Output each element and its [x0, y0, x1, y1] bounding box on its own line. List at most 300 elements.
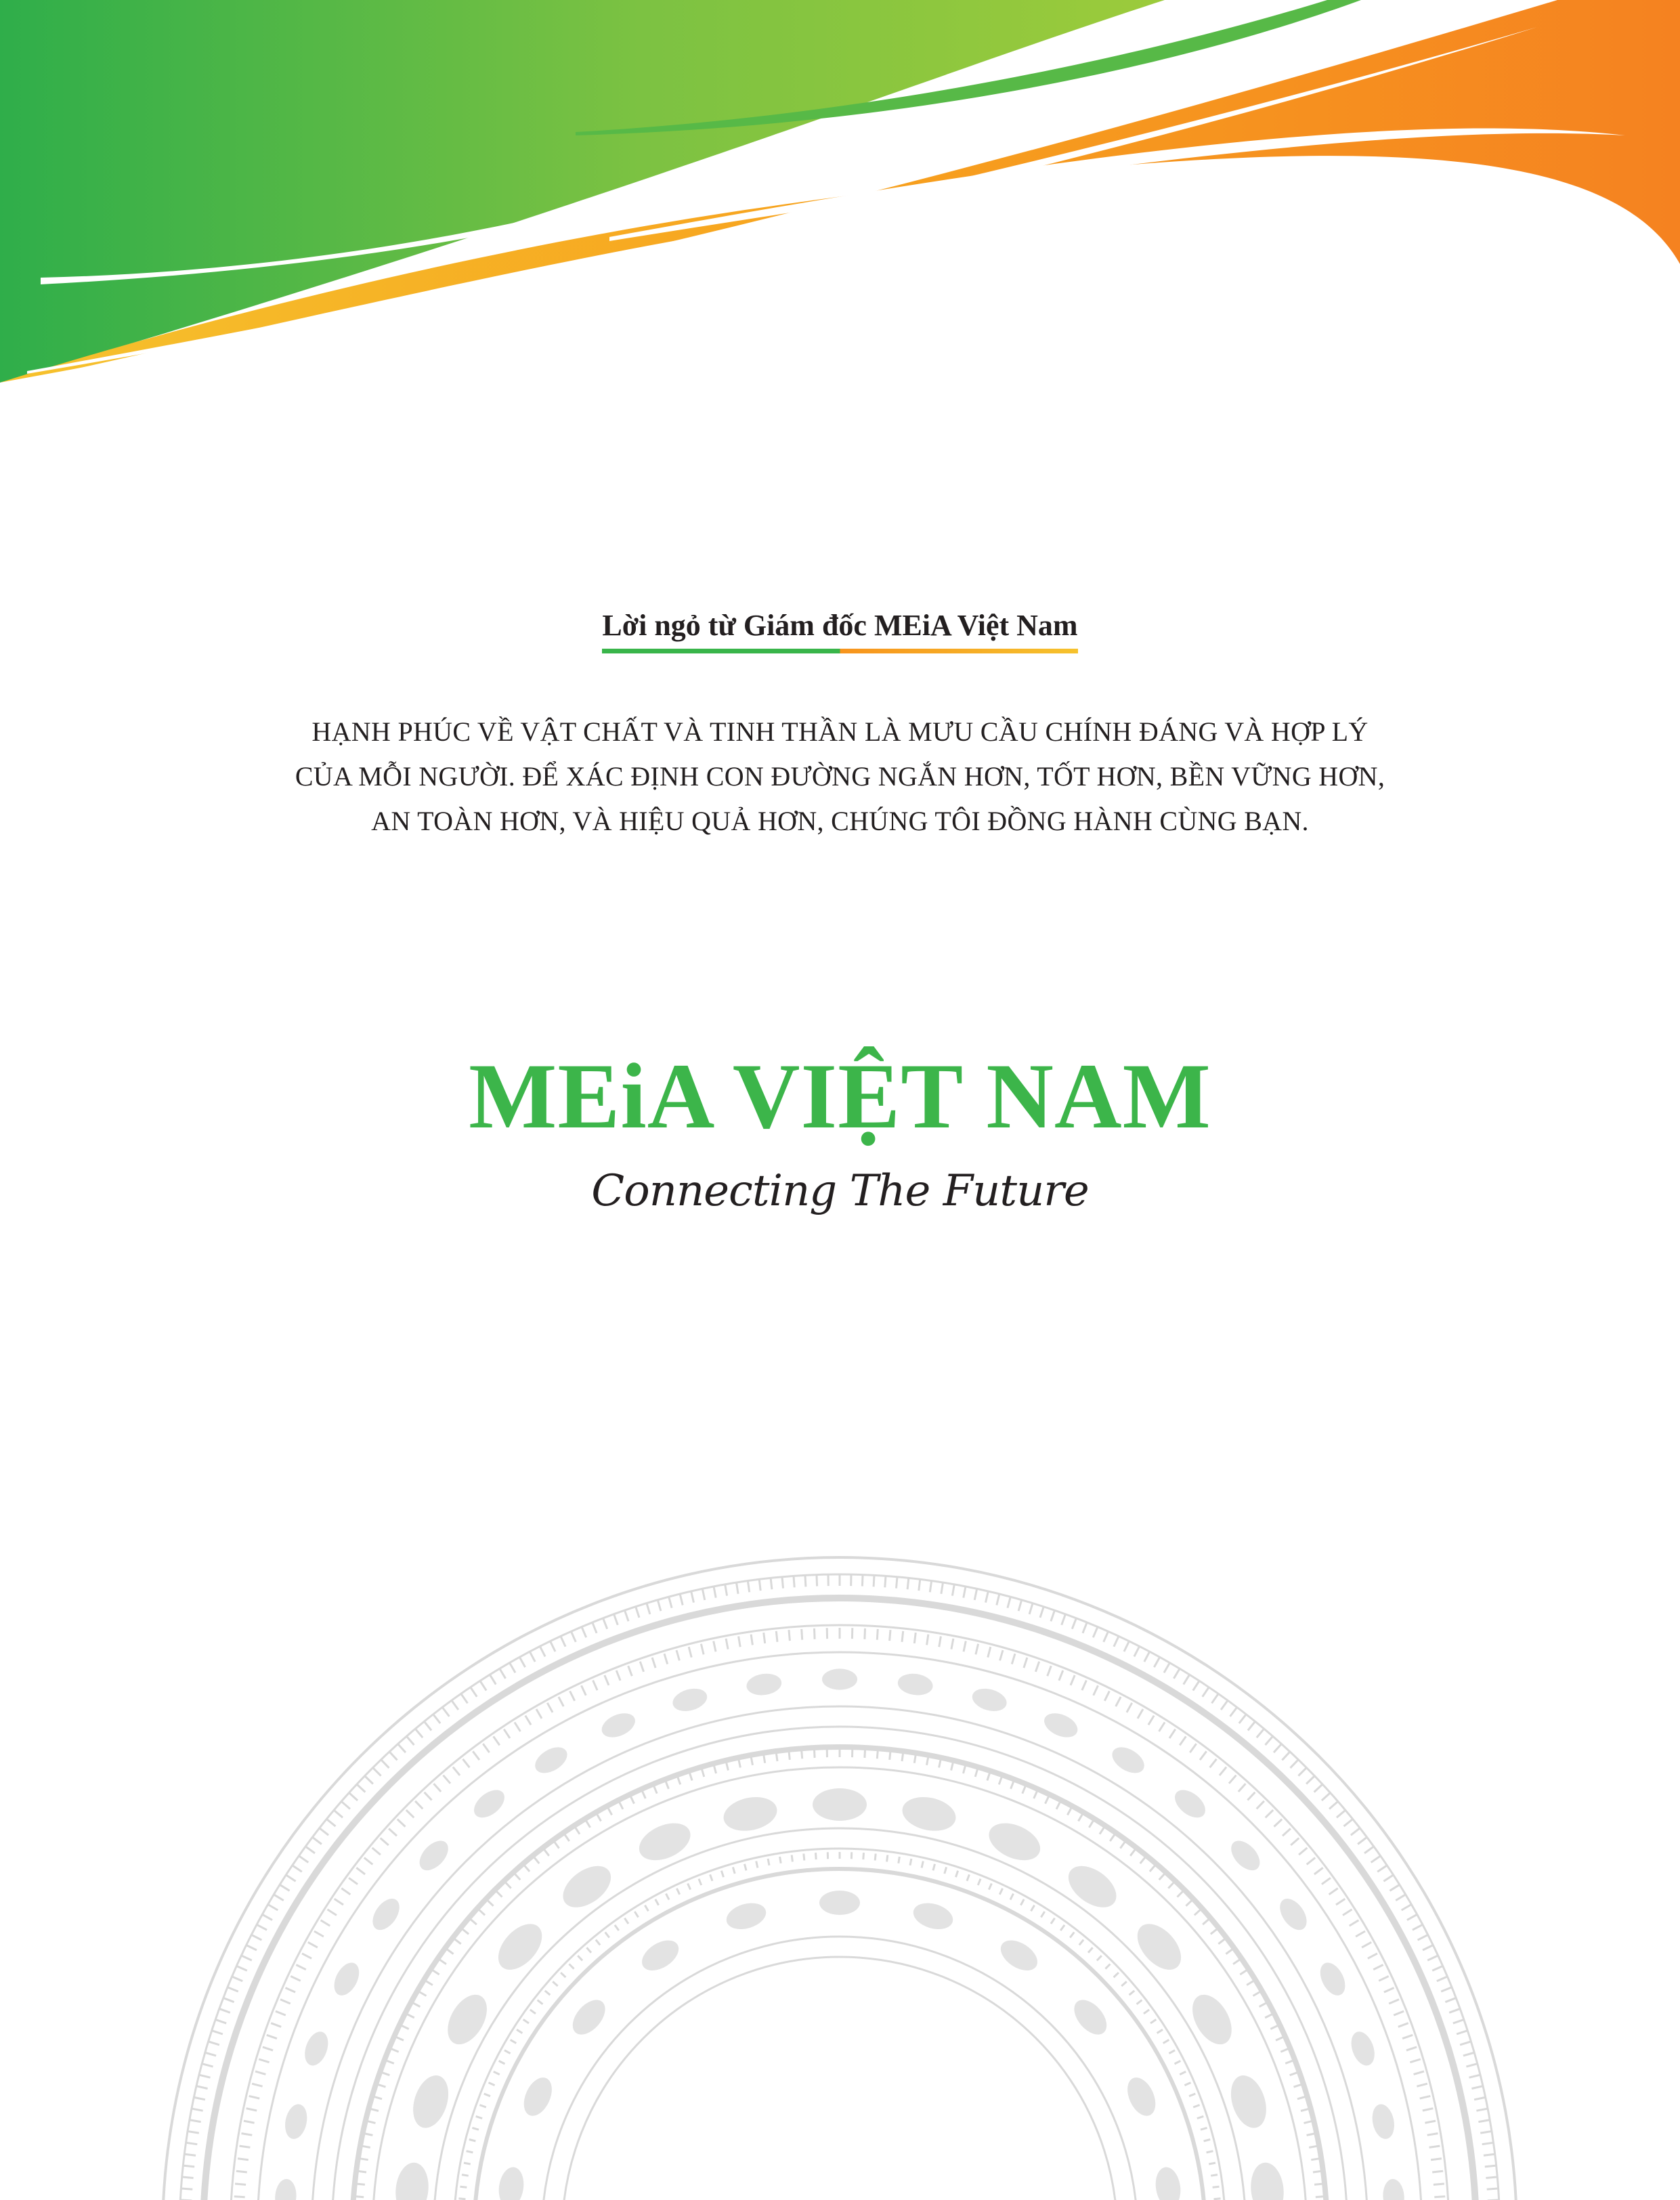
drum-tick: [494, 2071, 500, 2074]
drum-tick: [550, 1641, 555, 1652]
drum-tick: [349, 1878, 358, 1884]
drum-tick: [624, 1918, 628, 1924]
drum-tick: [280, 2000, 290, 2004]
drum-tick: [714, 1586, 716, 1598]
drum-tick: [1184, 2083, 1190, 2086]
drum-tick: [615, 1925, 619, 1931]
drum-tick: [1121, 1981, 1127, 1986]
drum-tick: [1218, 1939, 1225, 1944]
drum-tick: [525, 1716, 531, 1725]
drum-tick: [1079, 1814, 1083, 1821]
drum-tick: [1373, 1965, 1383, 1970]
drum-tick: [1164, 1662, 1170, 1673]
drum-tick: [789, 1630, 790, 1641]
drum-ring: [542, 1937, 1138, 2200]
drum-tick: [877, 1629, 878, 1640]
drum-motif: [367, 1894, 404, 1935]
drum-tick: [739, 1637, 741, 1647]
drum-tick: [215, 2019, 226, 2023]
drum-tick: [1280, 2049, 1288, 2052]
drum-tick: [211, 2030, 223, 2034]
drum-tick: [236, 1966, 246, 1970]
drum-tick: [1410, 2059, 1420, 2063]
drum-tick: [184, 2154, 196, 2155]
drum-tick: [454, 1939, 461, 1944]
drum-tick: [505, 1882, 511, 1889]
drum-tick: [1046, 1796, 1049, 1804]
drum-tick: [1240, 1970, 1247, 1975]
drum-tick: [1071, 1675, 1075, 1685]
drum-motif: [1184, 1988, 1240, 2051]
drum-tick: [939, 1760, 941, 1768]
drum-tick: [453, 1767, 460, 1775]
drum-tick: [1186, 1900, 1192, 1905]
drum-motif: [407, 2071, 454, 2132]
drum-motif: [1225, 2071, 1272, 2132]
drum-tick: [930, 1580, 932, 1593]
drum-tick: [939, 1637, 941, 1647]
drum-tick: [484, 2094, 490, 2096]
drum-tick: [1248, 1721, 1255, 1731]
drum-motif: [1274, 1894, 1312, 1935]
drum-tick: [1104, 1631, 1108, 1641]
drum-tick: [645, 1905, 648, 1912]
drum-motif: [301, 2029, 332, 2069]
drum-tick: [1203, 1687, 1209, 1697]
drum-tick: [464, 2163, 471, 2164]
drum-tick: [263, 2047, 273, 2050]
drum-tick: [739, 1760, 741, 1768]
drum-tick: [582, 1626, 586, 1638]
drum-tick: [776, 1631, 777, 1642]
drum-tick: [952, 1584, 954, 1596]
drum-tick: [1024, 1658, 1027, 1668]
drum-motif: [566, 1994, 611, 2041]
drum-tick: [1407, 1914, 1418, 1920]
drum-tick: [1432, 1966, 1443, 1970]
drum-tick: [1210, 1759, 1217, 1768]
drum-tick: [1051, 1610, 1055, 1621]
drum-tick: [442, 1707, 450, 1717]
drum-tick: [1469, 2075, 1482, 2077]
drum-tick: [964, 1765, 966, 1773]
drum-tick: [1480, 2131, 1492, 2133]
drum-motif: [414, 1836, 454, 1876]
drum-tick: [1082, 1681, 1087, 1691]
drum-tick: [483, 1744, 489, 1752]
drum-tick: [1169, 1729, 1176, 1738]
drum-tick: [1193, 1681, 1200, 1691]
drum-tick: [182, 2165, 194, 2167]
drum-tick: [536, 1709, 542, 1719]
drum-tick: [1285, 2061, 1293, 2063]
drum-tick: [1474, 2097, 1486, 2100]
drum-motif: [1248, 2161, 1286, 2200]
drum-tick: [1031, 1905, 1035, 1912]
drum-tick: [710, 1874, 712, 1880]
drum-tick: [1423, 2109, 1434, 2111]
drum-tick: [402, 2025, 409, 2029]
drum-tick: [647, 1603, 650, 1614]
drum-tick: [180, 2188, 192, 2189]
drum-tick: [789, 1752, 790, 1760]
drum-tick: [1414, 2071, 1424, 2074]
drum-tick: [1230, 1707, 1238, 1717]
drum-tick: [1114, 1635, 1119, 1646]
drum-tick: [1362, 1942, 1371, 1947]
drum-tick: [413, 2003, 421, 2007]
drum-tick: [689, 1773, 692, 1780]
drum-tick: [255, 2071, 265, 2074]
drum-tick: [702, 1588, 705, 1600]
drum-tick: [321, 1920, 330, 1926]
drum-tick: [914, 1755, 916, 1763]
drum-tick: [1358, 1837, 1367, 1845]
drum-tick: [597, 1814, 601, 1821]
drum-tick: [764, 1755, 765, 1763]
drum-tick: [238, 2159, 249, 2160]
drum-tick: [397, 1744, 406, 1752]
drum-tick: [504, 2050, 511, 2054]
drum-tick: [471, 1919, 477, 1924]
drum-tick: [745, 1864, 747, 1871]
drum-motif: [490, 1916, 550, 1978]
drum-tick: [1193, 2105, 1199, 2107]
drum-tick: [189, 2120, 201, 2122]
drum-tick: [1368, 1954, 1377, 1958]
drum-tick: [593, 1681, 598, 1691]
drum-motif: [598, 1708, 639, 1742]
drum-tick: [1180, 1736, 1186, 1745]
drum-tick: [1476, 2109, 1488, 2111]
drum-tick: [1478, 2120, 1490, 2122]
drum-tick: [1402, 2035, 1413, 2038]
drum-tick: [1159, 1723, 1165, 1732]
drum-motif: [496, 2165, 526, 2200]
drum-tick: [305, 1846, 315, 1853]
drum-tick: [582, 1685, 586, 1696]
drum-tick: [1116, 1697, 1121, 1706]
drum-tick: [586, 1821, 590, 1828]
drum-tick: [1100, 1828, 1104, 1834]
drum-tick: [1431, 2159, 1442, 2160]
drum-tick: [1221, 1700, 1228, 1710]
drum-tick: [1423, 1945, 1434, 1950]
drum-motif: [1041, 1708, 1081, 1742]
drum-tick: [1485, 2165, 1497, 2167]
drum-tick: [616, 1670, 620, 1681]
drum-tick: [1000, 1650, 1003, 1660]
drum-tick: [1154, 1656, 1160, 1667]
drum-tick: [364, 1858, 373, 1865]
bronze-drum-pattern-icon: [0, 1551, 1680, 2200]
drum-tick: [387, 2061, 394, 2063]
drum-tick: [208, 2042, 219, 2045]
drum-tick: [1012, 1654, 1015, 1664]
drum-tick: [666, 1894, 670, 1900]
drum-tick: [1257, 1728, 1265, 1738]
drum-tick: [389, 1829, 397, 1836]
drum-tick: [499, 2061, 505, 2065]
drum-tick: [1402, 1904, 1413, 1910]
drum-tick: [256, 1924, 267, 1930]
drum-tick: [764, 1633, 765, 1643]
drum-tick: [989, 1884, 991, 1890]
drum-ring: [562, 1957, 1117, 2200]
drum-tick: [469, 2140, 476, 2142]
drum-tick: [1270, 2025, 1278, 2029]
drum-tick: [1351, 1828, 1360, 1835]
drum-tick: [391, 2049, 399, 2052]
drum-tick: [538, 2000, 543, 2004]
drum-tick: [368, 2121, 376, 2123]
drum-motif: [1382, 2178, 1406, 2200]
drum-tick: [608, 1808, 612, 1815]
drum-tick: [1134, 1645, 1140, 1656]
drum-tick: [1371, 1855, 1381, 1862]
drum-tick: [1035, 1662, 1039, 1672]
drum-tick: [887, 1855, 888, 1862]
drum-tick: [596, 1940, 600, 1945]
drum-tick: [451, 1700, 458, 1710]
drum-tick: [1157, 2029, 1163, 2033]
drum-tick: [312, 1837, 322, 1845]
brand-name: MEiA VIỆT NAM: [469, 1044, 1211, 1148]
drum-tick: [349, 1792, 358, 1800]
drum-tick: [967, 1874, 969, 1880]
drum-motif: [1122, 2073, 1161, 2121]
drum-motif: [819, 1891, 860, 1915]
drum-tick: [1482, 2142, 1494, 2144]
drum-tick: [862, 1574, 863, 1587]
drum-tick: [267, 2035, 277, 2038]
drum-motif: [469, 1784, 509, 1823]
drum-motif: [439, 1988, 495, 2051]
drum-tick: [372, 1767, 381, 1776]
drum-tick: [1274, 1819, 1283, 1827]
drum-motif: [1169, 1784, 1210, 1823]
drum-tick: [201, 2063, 213, 2067]
drum-tick: [1413, 1924, 1423, 1930]
drum-tick: [356, 1784, 365, 1792]
drum-motif: [1061, 1857, 1124, 1916]
drum-tick: [570, 1691, 575, 1700]
drum-tick: [1291, 1759, 1299, 1768]
drum-motif: [1347, 2029, 1379, 2069]
drum-tick: [1420, 2096, 1431, 2098]
drum-tick: [444, 1775, 451, 1784]
drum-tick: [680, 1593, 683, 1605]
drum-tick: [1265, 2014, 1272, 2018]
drum-tick: [592, 1622, 597, 1633]
drum-tick: [236, 2171, 247, 2172]
drum-motif: [637, 1934, 684, 1977]
drum-tick: [927, 1635, 928, 1645]
drum-motif: [633, 1816, 696, 1868]
drum-tick: [1453, 2019, 1465, 2023]
drum-tick: [1173, 1668, 1180, 1678]
drum-tick: [751, 1757, 752, 1765]
drum-tick: [499, 1668, 505, 1678]
drum-tick: [496, 1891, 502, 1897]
drum-tick: [1253, 1992, 1260, 1996]
brand-tagline: Connecting The Future: [591, 1166, 1089, 1216]
drum-tick: [721, 1871, 723, 1878]
drum-tick: [640, 1662, 643, 1672]
drum-tick: [699, 1879, 702, 1885]
drum-tick: [356, 1868, 365, 1874]
drum-tick: [335, 1899, 343, 1905]
drum-tick: [1029, 1603, 1033, 1614]
drum-tick: [1229, 1775, 1236, 1784]
drum-tick: [902, 1753, 903, 1761]
drum-tick: [768, 1859, 769, 1865]
drum-tick: [1070, 1933, 1074, 1938]
drum-tick: [381, 1838, 389, 1846]
letter-heading-wrap: [0, 608, 1680, 648]
drum-tick: [999, 1777, 1001, 1784]
drum-tick: [219, 2008, 230, 2012]
drum-tick: [1203, 1919, 1209, 1924]
drum-tick: [223, 1998, 234, 2002]
drum-tick: [1441, 1987, 1452, 1991]
drum-motif: [897, 1672, 934, 1698]
drum-tick: [1204, 2140, 1211, 2142]
drum-tick: [691, 1591, 693, 1603]
drum-tick: [605, 1933, 609, 1938]
drum-tick: [434, 1784, 441, 1792]
drum-tick: [776, 1753, 777, 1761]
drum-tick: [1094, 1685, 1098, 1696]
drum-tick: [910, 1859, 911, 1865]
drum-tick: [1175, 2061, 1181, 2065]
drum-motif: [518, 2073, 557, 2121]
drum-tick: [267, 1904, 278, 1910]
drum-tick: [308, 1942, 318, 1947]
drum-tick: [976, 1644, 978, 1655]
drum-tick: [365, 2134, 373, 2136]
drum-tick: [406, 1735, 414, 1745]
drum-tick: [997, 1593, 999, 1605]
drum-tick: [1437, 1977, 1448, 1981]
drum-tick: [462, 2175, 469, 2176]
drum-tick: [678, 1777, 681, 1784]
drum-tick: [524, 1865, 530, 1872]
drum-tick: [1364, 1846, 1375, 1853]
drum-tick: [1314, 1784, 1323, 1792]
drum-motif: [813, 1788, 867, 1821]
drum-tick: [578, 1956, 582, 1960]
drum-tick: [479, 2105, 486, 2107]
drum-tick: [472, 2128, 479, 2130]
drum-motif: [329, 1958, 364, 2000]
drum-tick: [187, 2131, 199, 2133]
drum-motif: [555, 1857, 618, 1916]
drum-tick: [1184, 1674, 1190, 1684]
drum-tick: [1344, 1819, 1354, 1826]
drum-motif: [1315, 1958, 1350, 2000]
drum-tick: [1297, 2096, 1306, 2098]
drum-motif: [970, 1685, 1010, 1714]
drum-tick: [1226, 1949, 1232, 1954]
drum-tick: [974, 1588, 977, 1600]
drum-tick: [727, 1763, 729, 1771]
drum-tick: [1130, 1849, 1135, 1856]
drum-tick: [975, 1769, 977, 1777]
drum-tick: [964, 1586, 966, 1598]
drum-tick: [1383, 1874, 1394, 1881]
drum-tick: [470, 1687, 477, 1697]
drum-tick: [576, 1828, 580, 1834]
drum-tick: [1020, 1899, 1024, 1905]
drum-tick: [251, 1935, 261, 1940]
drum-tick: [540, 1645, 545, 1656]
heading-underline: [602, 649, 1077, 653]
drum-tick: [193, 2097, 205, 2100]
drum-tick: [319, 1828, 328, 1835]
drum-tick: [956, 1871, 958, 1878]
drum-tick: [515, 1723, 521, 1732]
drum-tick: [286, 1988, 296, 1993]
drum-tick: [555, 1842, 559, 1849]
drum-tick: [1432, 2171, 1443, 2172]
drum-tick: [927, 1757, 928, 1765]
drum-tick: [406, 1810, 414, 1817]
drum-tick: [1307, 1858, 1316, 1865]
drum-tick: [517, 2029, 522, 2033]
drum-tick: [1427, 2134, 1438, 2136]
drum-tick: [1212, 1694, 1219, 1704]
drum-tick: [1178, 1891, 1184, 1897]
drum-tick: [227, 1987, 238, 1991]
drum-tick: [1398, 2023, 1408, 2027]
drum-motif: [1068, 1994, 1113, 2041]
drum-tick: [885, 1575, 886, 1587]
drum-tick: [545, 1991, 551, 1995]
drum-tick: [586, 1947, 591, 1953]
drum-tick: [988, 1647, 991, 1658]
drum-tick: [702, 1769, 704, 1777]
drum-tick: [1124, 1641, 1129, 1652]
drum-tick: [1062, 1614, 1066, 1625]
drum-tick: [897, 1576, 898, 1589]
drum-tick: [877, 1750, 878, 1759]
drum-tick: [628, 1666, 632, 1676]
drum-tick: [1306, 1775, 1315, 1784]
drum-tick: [460, 2186, 467, 2187]
drum-tick: [276, 2011, 286, 2015]
drum-tick: [504, 1729, 510, 1738]
drum-tick: [328, 1910, 337, 1916]
intro-line: HẠNH PHÚC VỀ VẬT CHẤT VÀ TINH THẦN LÀ MƯU CẦU CHÍNH ĐÁNG VÀ HỢP LÝ: [311, 716, 1369, 747]
drum-tick: [624, 1610, 628, 1621]
drum-tick: [919, 1578, 920, 1591]
drum-motif: [1153, 2165, 1183, 2200]
green-orange-swoosh-icon: [0, 0, 1680, 393]
drum-tick: [688, 1884, 691, 1890]
drum-tick: [1233, 1960, 1240, 1964]
drum-tick: [1040, 1606, 1044, 1618]
drum-tick: [902, 1631, 903, 1642]
drum-tick: [1259, 2003, 1267, 2007]
drum-tick: [1048, 1666, 1052, 1676]
drum-tick: [756, 1861, 758, 1868]
drum-tick: [1200, 1751, 1207, 1760]
drum-tick: [460, 1694, 467, 1704]
drum-tick: [630, 1796, 634, 1804]
drum-tick: [1282, 1751, 1290, 1760]
drum-tick: [279, 1884, 289, 1891]
